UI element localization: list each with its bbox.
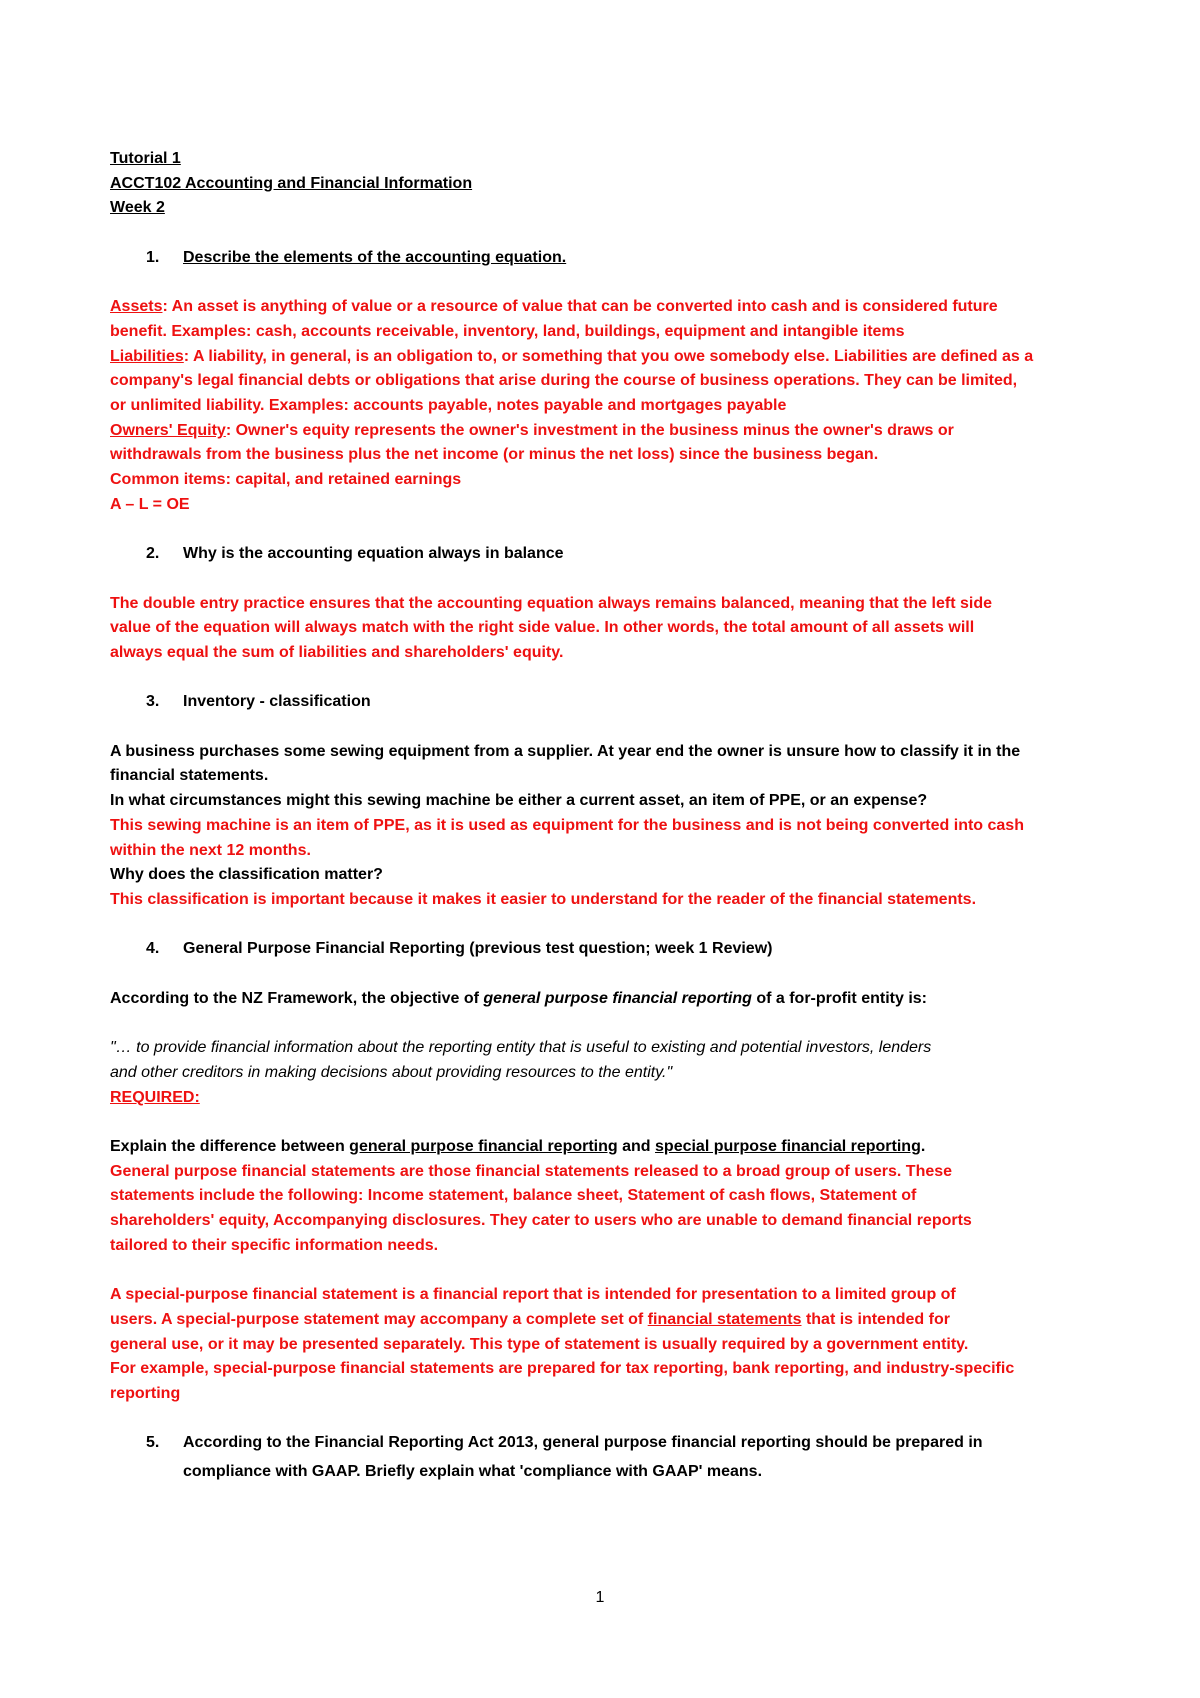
scenario-line: financial statements. bbox=[110, 767, 269, 785]
liabilities-label: Liabilities bbox=[110, 347, 184, 365]
required-label: REQUIRED: bbox=[110, 1088, 200, 1106]
question-number: 5. bbox=[146, 1434, 160, 1452]
answer-line: tailored to their specific information needs. bbox=[110, 1236, 439, 1254]
answer-line: A special-purpose financial statement is a financial report that is intended for presentation to a limited group of bbox=[110, 1286, 956, 1304]
framework-quote: and other creditors in making decisions about providing resources to the entity." bbox=[110, 1063, 673, 1081]
question-number: 3. bbox=[146, 693, 160, 711]
question-number: 4. bbox=[146, 940, 160, 958]
question-3 bbox=[110, 690, 1095, 715]
page-number: 1 bbox=[595, 1589, 605, 1606]
question-text: compliance with GAAP. Briefly explain what 'compliance with GAAP' means. bbox=[183, 1463, 763, 1481]
question-text: General Purpose Financial Reporting (previous test question; week 1 Review) bbox=[183, 940, 773, 958]
answer-line: The double entry practice ensures that the accounting equation always remains balanced, meaning that the left side bbox=[110, 594, 992, 612]
question-1 bbox=[110, 246, 1095, 271]
financial-statements-link[interactable]: financial statements bbox=[647, 1310, 802, 1328]
question-2 bbox=[110, 542, 1095, 567]
equity-answer-line: withdrawals from the business plus the net income (or minus the net loss) since the business began. bbox=[110, 446, 879, 464]
framework-quote: "… to provide financial information about the reporting entity that is useful to existing and potential investors, lenders bbox=[110, 1039, 932, 1057]
answer-line: For example, special-purpose financial statements are prepared for tax reporting, bank reporting, and industry-specific bbox=[110, 1360, 1015, 1378]
accounting-equation: A – L = OE bbox=[110, 495, 190, 513]
document-body bbox=[110, 147, 1095, 1485]
framework-intro: According to the NZ Framework, the objective of general purpose financial reporting of a for-profit entity is: bbox=[110, 989, 927, 1007]
explain-prompt: Explain the difference between general purpose financial reporting and special purpose financial reporting. bbox=[110, 1137, 926, 1155]
liabilities-answer-line: or unlimited liability. Examples: accounts payable, notes payable and mortgages payable bbox=[110, 397, 787, 414]
assets-label: Assets bbox=[110, 298, 163, 316]
answer-line: always equal the sum of liabilities and shareholders' equity. bbox=[110, 644, 564, 661]
question-text: According to the Financial Reporting Act 2013, general purpose financial reporting should be prepared in bbox=[183, 1434, 983, 1452]
special-purpose-link[interactable]: special purpose financial reporting bbox=[655, 1137, 921, 1155]
question-text: Describe the elements of the accounting equation. bbox=[183, 248, 567, 266]
equity-answer-line: Common items: capital, and retained earnings bbox=[110, 471, 462, 489]
scenario-line: A business purchases some sewing equipment from a supplier. At year end the owner is unsure how to classify it in the bbox=[110, 742, 1021, 760]
answer-line: This classification is important because it makes it easier to understand for the reader of the financial statements. bbox=[110, 891, 977, 908]
answer-line: general use, or it may be presented separately. This type of statement is usually required by a government entity. bbox=[110, 1335, 969, 1353]
answer-line: statements include the following: Income statement, balance sheet, Statement of cash flows, Statement of bbox=[110, 1187, 917, 1205]
question-number: 1. bbox=[146, 248, 160, 266]
answer-line: shareholders' equity, Accompanying disclosures. They cater to users who are unable to demand financial reports bbox=[110, 1212, 972, 1230]
liabilities-answer-line: Liabilities: A liability, in general, is an obligation to, or something that you owe somebody else. Liabilities are defined as a bbox=[110, 347, 1034, 365]
owners-equity-label: Owners' Equity bbox=[110, 421, 226, 439]
question-4 bbox=[110, 937, 1095, 962]
answer-line: This sewing machine is an item of PPE, as it is used as equipment for the business and is not being converted into cash bbox=[110, 816, 1024, 834]
question-text: Inventory - classification bbox=[183, 693, 371, 711]
week-label: Week 2 bbox=[110, 199, 165, 217]
course-title: ACCT102 Accounting and Financial Information bbox=[110, 174, 473, 192]
answer-line: General purpose financial statements are those financial statements released to a broad group of users. These bbox=[110, 1162, 953, 1180]
question-number: 2. bbox=[146, 545, 160, 563]
sub-question: In what circumstances might this sewing machine be either a current asset, an item of PPE, or an expense? bbox=[110, 792, 928, 810]
document-title: Tutorial 1 bbox=[110, 150, 181, 167]
answer-line: within the next 12 months. bbox=[110, 841, 311, 859]
liabilities-answer-line: company's legal financial debts or obligations that arise during the course of business operations. They can be limited, bbox=[110, 372, 1018, 390]
general-purpose-link[interactable]: general purpose financial reporting bbox=[349, 1137, 618, 1155]
equity-answer-line: Owners' Equity: Owner's equity represents the owner's investment in the business minus the owner's draws or bbox=[110, 421, 954, 439]
assets-answer-line: Assets: An asset is anything of value or a resource of value that can be converted into cash and is considered future bbox=[110, 298, 998, 316]
question-5 bbox=[110, 1431, 1095, 1484]
answer-line: users. A special-purpose statement may accompany a complete set of financial statements that is intended for bbox=[110, 1310, 950, 1328]
answer-line: value of the equation will always match with the right side value. In other words, the total amount of all assets will bbox=[110, 619, 975, 637]
answer-line: reporting bbox=[110, 1384, 181, 1402]
assets-answer-line: benefit. Examples: cash, accounts receivable, inventory, land, buildings, equipment and intangible items bbox=[110, 322, 905, 340]
sub-question: Why does the classification matter? bbox=[110, 866, 383, 884]
question-text: Why is the accounting equation always in balance bbox=[183, 545, 564, 563]
